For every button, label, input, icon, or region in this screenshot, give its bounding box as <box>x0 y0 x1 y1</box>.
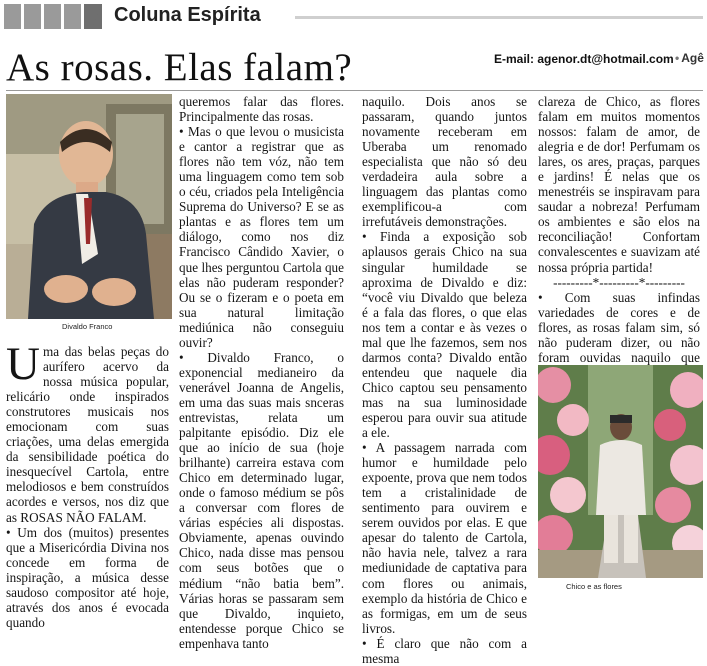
author-email: E-mail: agenor.dt@hotmail.com <box>494 52 674 66</box>
author-signature: • Agê <box>675 51 704 65</box>
paragraph: • Finda a exposição sob aplausos gerais Chico na sua singular humildade se aproxima de Divaldo e diz: “você viu Divaldo que beleza é a fala das flores, o que elas nos tem a contar e às vezes o mal que lhe fazemos, sem nos darmos conta? Divaldo então entendeu que naquele dia Chico captou seu pensamento mas na sua luminosidade esperou para ouvir sua atitude a ele. <box>362 229 527 441</box>
drop-cap: U <box>6 338 40 390</box>
paragraph: • É claro que não com a mesma <box>362 635 527 666</box>
author-name: Agê <box>681 51 704 65</box>
article-headline: As rosas. Elas falam? <box>6 46 353 89</box>
column-title: Coluna Espírita <box>114 4 261 26</box>
section-separator: ---------*---------*--------- <box>553 274 685 290</box>
paragraph: ma das belas peças do aurífero acervo da nossa música popular, relicário onde inspirados construtores musicais nos emocionam com suas criações, uma delas emergida da sensibilidade poética do inesquecível Cartola, entre melodiosos e bem construídos acordes e versos, nos diz que as ROSAS NÃO FALAM. <box>6 344 169 525</box>
photo-chico-flowers <box>538 365 703 578</box>
paragraph: • Com suas infindas variedades de cores e de flores, as rosas falam sim, só não puderam dizer, ou não foram ouvidas naquilo que <box>538 289 700 365</box>
paragraph: naquilo. Dois anos se passaram, quando juntos novamente receberam em Uberaba um renomado especialista que não só deu verdadeira aula sobre a linguagem das plantas como exemplificou-a com irrefutáveis demonstrações. <box>362 94 527 230</box>
article-column-1 <box>6 338 169 630</box>
paragraph: • A passagem narrada com humor e humildade pelo expoente, prova que nem todos tem a cristalinidade de sentimento para ouvirem e serem ouvidos por elas. E que apesar do talento de Cartola, não havia nele, talvez a rara mediunidade de captativa para com flores ou animais, exemplo da história de Chico e as formigas, em um de seus livros. <box>362 440 527 636</box>
paragraph: • Um dos (muitos) presentes que a Misericórdia Divina nos concede em forma de inspiração, a música desse saudoso compositor até hoje, através dos anos é evocada quando <box>6 524 169 630</box>
photo-caption-divaldo: Divaldo Franco <box>62 322 113 331</box>
paragraph: queremos falar das flores. Principalmente das rosas. <box>179 94 344 125</box>
header-decoration <box>4 4 102 29</box>
paragraph: • Mas o que levou o musicista e cantor a registrar que as flores não tem vóz, não tem uma linguagem como tem sob o céu, criados pela Inteligência Suprema do Universo? E se as plantas e as flores tem um diálogo, como nos diz Francisco Cândido Xavier, o que lhes perguntou Cartola que elas não puderam responder? Ou se o fizeram e o poeta em sua natural limitação mediúnica não conseguiu ouvir? <box>179 124 344 350</box>
headline-rule <box>6 90 703 91</box>
column-header <box>0 0 707 33</box>
photo-caption-chico: Chico e as flores <box>566 582 622 591</box>
paragraph: • Divaldo Franco, o exponencial medianeiro da venerável Joanna de Angelis, em uma das suas mais snceras entrevistas, relata um palpitante episódio. Diz ele que ao início de sua (hoje brilhante) carreira estava com Chico em determinado lugar, onde o famoso médium se pôs a conversar com flores de várias espécies ali dispostas. Obviamente, apenas ouvindo Chico, nada disse mas pensou com seus botões que o médium “não batia bem”. Várias horas se passaram sem que Divaldo, inquieto, entendesse porque Chico se empenhava tanto <box>179 349 344 651</box>
photo-divaldo-franco <box>6 94 172 319</box>
paragraph: clareza de Chico, as flores falam em muitos momentos nossos: falam de amor, de alegria e de dor! Perfumam os lares, os ares, praças, parques e jardins! É nelas que os menestréis se inspiravam para saudar a nobreza! Perfumam os ambientes e são elos na reconciliação! Confortam convalescentes e suavizam até nossa própria partida! <box>538 94 700 275</box>
header-fold-decoration <box>92 4 102 29</box>
header-rule <box>295 16 703 19</box>
article-column-4 <box>538 94 700 380</box>
article-column-3 <box>362 94 527 666</box>
article-column-2 <box>179 94 344 651</box>
